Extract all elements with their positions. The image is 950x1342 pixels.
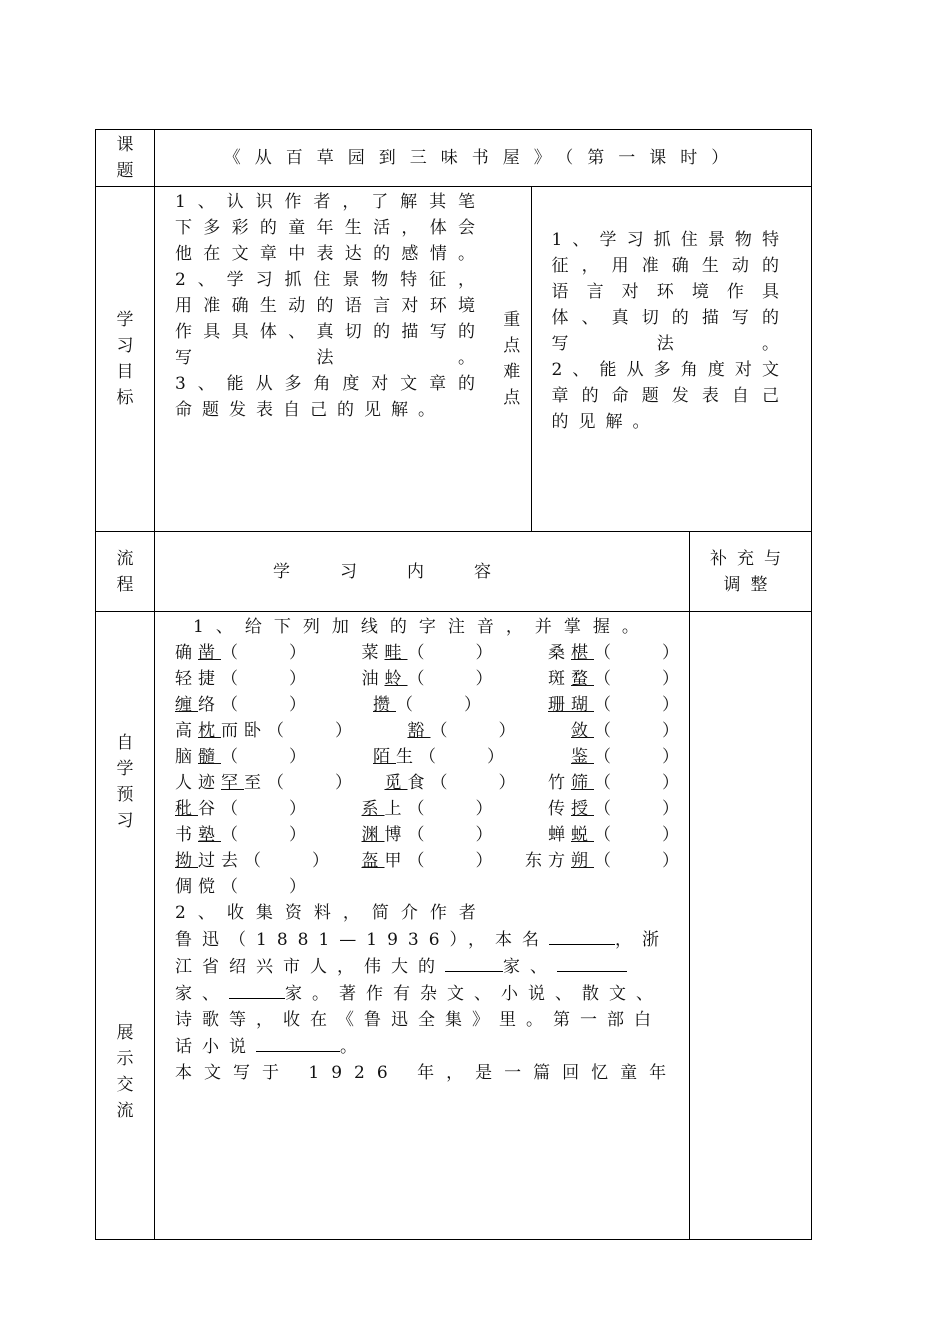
word-prefix: 人迹 (175, 773, 221, 793)
pinyin-answer-blank[interactable]: （ ） (221, 695, 306, 715)
word-item (548, 822, 679, 848)
key-points-label-cell (493, 187, 531, 531)
pinyin-answer-blank[interactable]: （ ） (594, 695, 679, 715)
name-blank[interactable] (549, 926, 615, 945)
q2-line3: 家、 (503, 957, 557, 977)
word-suffix: 谷 (198, 799, 221, 819)
show-label: 展示交流 (116, 1023, 134, 1121)
word-item (175, 718, 352, 744)
word-item (362, 848, 493, 874)
word-suffix: 甲 (384, 851, 408, 871)
underlined-char: 敛 (571, 721, 594, 741)
pinyin-answer-blank[interactable]: （ ） (221, 643, 306, 663)
underlined-char: 椹 (571, 643, 594, 663)
word-suffix: 食 (407, 773, 431, 793)
word-item (175, 666, 306, 692)
supplement-header: 补充与调整 (690, 532, 812, 612)
pinyin-answer-blank[interactable]: （ ） (221, 669, 306, 689)
word-prefix: 油 (361, 669, 385, 689)
word-prefix: 菜 (361, 643, 385, 663)
underlined-char: 系 (361, 799, 385, 819)
flow-label: 流程 (116, 548, 134, 595)
word-item (548, 640, 679, 666)
pinyin-answer-blank[interactable]: （ ） (407, 669, 493, 689)
key-point-2: 2、能从多角度对文章的命题发表自己的见解。 (551, 360, 789, 432)
word-item (408, 718, 516, 744)
process-labels-cell (96, 612, 155, 1240)
underlined-char: 鉴 (571, 747, 594, 767)
pinyin-answer-blank[interactable]: （ ） (594, 747, 679, 767)
key-points-list (531, 187, 811, 531)
word-item (362, 640, 493, 666)
word-item (175, 848, 329, 874)
q2-line2: ，浙江省绍兴市人，伟大的 (175, 930, 670, 977)
underlined-char: 觅 (384, 773, 408, 793)
q1-title: 1、给下列加线的字注音，并掌握。 (193, 617, 651, 637)
word-item (548, 666, 679, 692)
underlined-char: 珊瑚 (548, 695, 594, 715)
q2-line1: 鲁迅（1881—1936），本名 (175, 930, 550, 950)
word-item (362, 822, 493, 848)
word-item (175, 770, 352, 796)
word-prefix: 蝉 (548, 825, 571, 845)
word-item (373, 692, 481, 718)
word-item (175, 874, 306, 900)
objective-item-3: 3、能从多角度对文章的命题发表自己的见解。 (175, 374, 485, 420)
underlined-char: 蜕 (571, 825, 594, 845)
q3-text: 本文写于 1926 年，是一篇回忆童年 (175, 1063, 679, 1083)
q2-title: 2、收集资料，简介作者 (175, 903, 488, 923)
word-item (548, 770, 679, 796)
word-item (175, 822, 306, 848)
topic-label: 课题 (116, 135, 134, 181)
objectives-area (155, 187, 812, 532)
content-header: 学习内容 (155, 532, 690, 612)
pinyin-answer-blank[interactable]: （ ） (407, 851, 493, 871)
underlined-char: 朔 (571, 851, 594, 871)
word-item (548, 692, 679, 718)
word-item (175, 744, 306, 770)
underlined-char: 凿 (198, 643, 221, 663)
pinyin-answer-blank[interactable]: （ ） (594, 799, 679, 819)
pinyin-answer-blank[interactable]: （ ） (407, 643, 493, 663)
underlined-char: 缠 (175, 695, 198, 715)
underlined-char: 枕 (198, 721, 221, 741)
key-point-1: 1、学习抓住景物特征，用准确生动的语言对环境作具体、真切的描写的写法。 (551, 230, 789, 354)
word-item (373, 744, 504, 770)
role-blank-3[interactable] (229, 980, 285, 999)
pinyin-answer-blank[interactable]: （ ） (419, 747, 504, 767)
word-suffix: 至 (244, 773, 267, 793)
word-prefix: 斑 (548, 669, 571, 689)
pinyin-answer-blank[interactable]: （ ） (594, 825, 679, 845)
word-suffix: 生 (396, 747, 419, 767)
pinyin-answer-blank[interactable]: （ ） (407, 799, 493, 819)
word-item (175, 796, 306, 822)
underlined-char: 陌 (373, 747, 396, 767)
pinyin-answer-blank[interactable]: （ ） (594, 851, 679, 871)
pinyin-answer-blank[interactable]: （ ） (594, 643, 679, 663)
word-item (571, 744, 679, 770)
word-item (362, 666, 493, 692)
word-prefix: 竹 (548, 773, 571, 793)
q2-line6: 。 (340, 1037, 367, 1057)
pinyin-answer-blank[interactable]: （ ） (267, 773, 352, 793)
word-list (175, 640, 679, 900)
underlined-char: 盔 (361, 851, 385, 871)
objective-item-1: 1、认识作者，了解其笔下多彩的童年生活，体会他在文章中表达的感情。 (175, 192, 485, 264)
preview-label: 自学预习 (116, 733, 134, 831)
word-prefix: 高 (175, 721, 198, 741)
key-points-label: 重点难点 (503, 310, 521, 408)
pinyin-answer-blank[interactable]: （ ） (396, 695, 481, 715)
role-blank-2[interactable] (557, 953, 627, 972)
word-prefix: 桑 (548, 643, 571, 663)
word-suffix: 而卧 (221, 721, 267, 741)
word-prefix: 倜傥 (175, 877, 221, 897)
word-item (548, 796, 679, 822)
objectives-label: 学习目标 (116, 310, 134, 408)
underlined-char: 畦 (384, 643, 408, 663)
underlined-char: 拗 (175, 851, 198, 871)
pinyin-answer-blank[interactable]: （ ） (594, 773, 679, 793)
word-suffix: 博 (384, 825, 408, 845)
novel-blank[interactable] (256, 1033, 340, 1052)
word-item (175, 692, 306, 718)
objectives-label-cell (96, 187, 155, 532)
pinyin-answer-blank[interactable]: （ ） (594, 721, 679, 741)
objective-item-2: 2、学习抓住景物特征，用准确生动的语言对环境作具具体、真切的描写的写法。 (175, 270, 485, 368)
pinyin-answer-blank[interactable]: （ ） (430, 773, 516, 793)
underlined-char: 渊 (361, 825, 385, 845)
objectives-list (155, 187, 493, 531)
supplement-cell[interactable] (690, 612, 812, 1240)
pinyin-answer-blank[interactable]: （ ） (221, 747, 306, 767)
pinyin-answer-blank[interactable]: （ ） (221, 877, 306, 897)
pinyin-answer-blank[interactable]: （ ） (221, 825, 306, 845)
underlined-char: 塾 (198, 825, 221, 845)
underlined-char: 罕 (221, 773, 244, 793)
topic-label-cell (96, 130, 155, 187)
pinyin-answer-blank[interactable]: （ ） (267, 721, 352, 741)
q2-line5: 家。著作有杂文、小说、散文、诗歌等，收在《鲁迅全集》里。第一部白话小说 (175, 984, 663, 1057)
word-suffix: 络 (198, 695, 221, 715)
word-item (571, 718, 679, 744)
pinyin-answer-blank[interactable]: （ ） (244, 851, 329, 871)
word-prefix: 脑 (175, 747, 198, 767)
word-prefix: 确 (175, 643, 198, 663)
word-prefix: 轻捷 (175, 669, 221, 689)
underlined-char: 蝥 (571, 669, 594, 689)
underlined-char: 授 (571, 799, 594, 819)
word-item (362, 796, 493, 822)
word-suffix: 过去 (198, 851, 244, 871)
underlined-char: 豁 (407, 721, 431, 741)
word-item (175, 640, 306, 666)
word-item (525, 848, 679, 874)
word-prefix: 传 (548, 799, 571, 819)
pinyin-answer-blank[interactable]: （ ） (430, 721, 516, 741)
pinyin-answer-blank[interactable]: （ ） (407, 825, 493, 845)
lesson-plan-table (95, 129, 812, 1240)
q2-line4: 家、 (175, 984, 229, 1004)
pinyin-answer-blank[interactable]: （ ） (594, 669, 679, 689)
q2-text (175, 926, 679, 1060)
word-item (385, 770, 516, 796)
underlined-char: 攒 (373, 695, 396, 715)
word-suffix: 上 (384, 799, 408, 819)
learning-content (155, 612, 690, 1240)
underlined-char: 筛 (571, 773, 594, 793)
topic-title: 《从百草园到三味书屋》（第一课时） (155, 130, 812, 187)
word-prefix: 东方 (525, 851, 571, 871)
pinyin-answer-blank[interactable]: （ ） (221, 799, 306, 819)
underlined-char: 髓 (198, 747, 221, 767)
role-blank-1[interactable] (445, 953, 503, 972)
flow-label-cell (96, 532, 155, 612)
word-prefix: 书 (175, 825, 198, 845)
underlined-char: 蛉 (384, 669, 408, 689)
underlined-char: 秕 (175, 799, 198, 819)
